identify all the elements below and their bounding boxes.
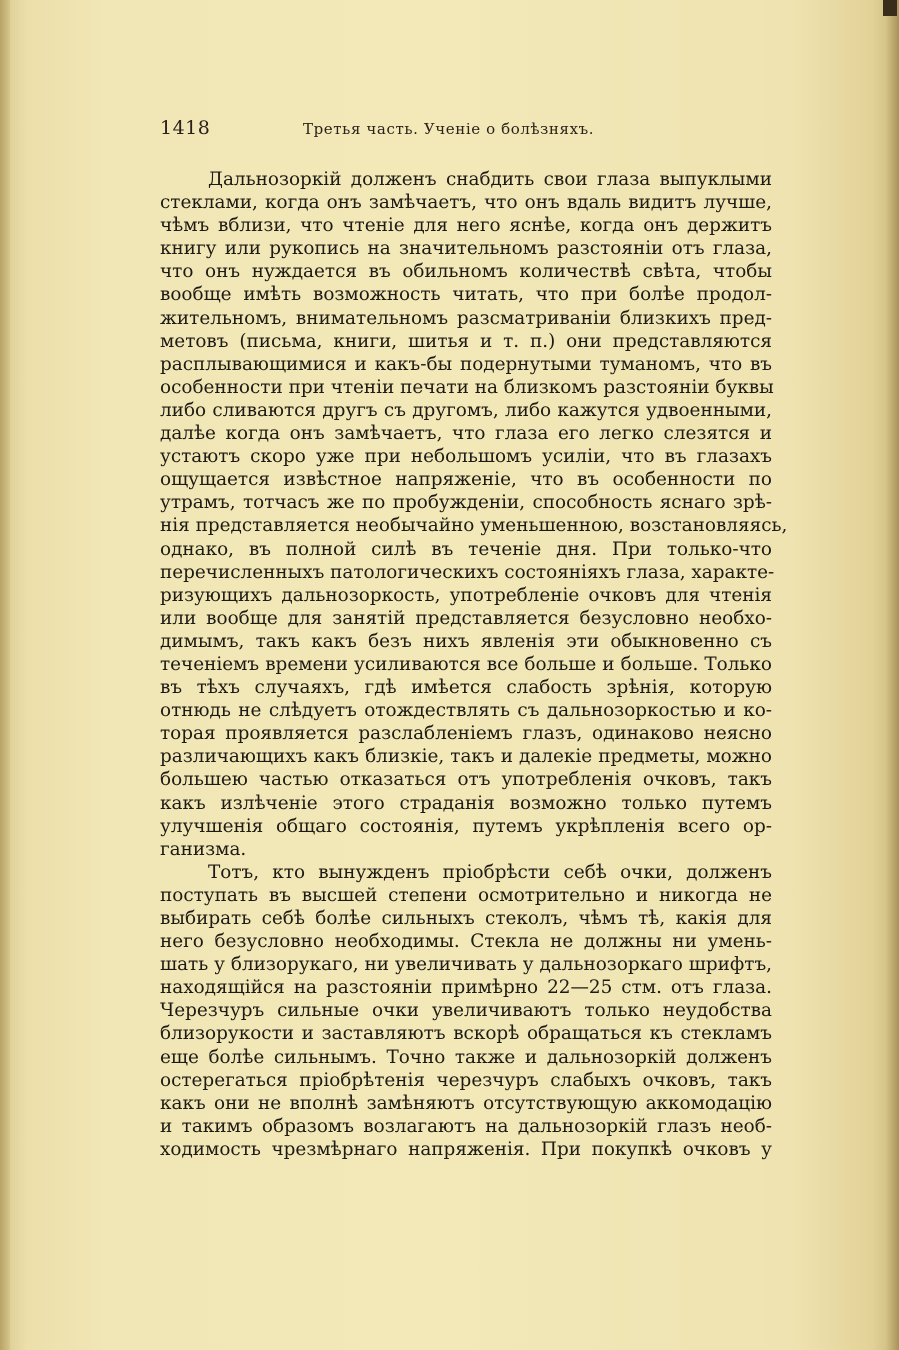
running-title: Третья часть. Ученіе о болѣзняхъ. <box>303 120 595 138</box>
text-line: ходимость чрезмѣрнаго напряженія. При покупкѣ очковъ у <box>160 1138 772 1160</box>
text-line: утрамъ, тотчасъ же по пробужденіи, способность яснаго зрѣ- <box>160 492 772 514</box>
page-left-edge <box>0 0 10 1350</box>
text-line: стеклами, когда онъ замѣчаетъ, что онъ вдаль видитъ лучше, <box>160 192 772 214</box>
text-line: и такимъ образомъ возлагаютъ на дальнозоркій глазъ необ- <box>160 1115 772 1137</box>
text-line: ощущается извѣстное напряженіе, что въ особенности по <box>160 469 772 491</box>
text-line: чѣмъ вблизи, что чтеніе для него яснѣе, когда онъ держитъ <box>160 215 772 237</box>
text-line: нія представляется необычайно уменьшенною, возстановляясь, <box>160 515 788 537</box>
page-header <box>160 117 772 145</box>
text-line: въ тѣхъ случаяхъ, гдѣ имѣется слабость зрѣнія, которую <box>160 677 772 699</box>
text-line: устаютъ скоро уже при небольшомъ усиліи, что въ глазахъ <box>160 446 772 468</box>
paragraph <box>160 168 788 861</box>
text-line: выбирать себѣ болѣе сильныхъ стеколъ, чѣмъ тѣ, какія для <box>160 908 772 929</box>
text-line: ризующихъ дальнозоркость, употребленіе очковъ для чтенія <box>160 584 772 606</box>
text-line: особенности при чтеніи печати на близкомъ разстояніи буквы <box>160 376 774 398</box>
text-line: отнюдь не слѣдуетъ отождествлять съ дальнозоркостью и ко- <box>160 700 772 722</box>
text-line: расплывающимися и какъ-бы подернутыми туманомъ, что въ <box>160 353 772 375</box>
text-line: ганизма. <box>160 838 247 860</box>
body-text <box>160 168 788 1161</box>
text-line: шать у близорукаго, ни увеличивать у дальнозоркаго шрифтъ, <box>160 954 772 976</box>
text-line: теченіемъ времени усиливаются все больше и больше. Только <box>160 653 772 675</box>
text-line: димымъ, такъ какъ безъ нихъ явленія эти обыкновенно съ <box>160 630 772 652</box>
text-line: находящійся на разстояніи примѣрно 22—25 стм. отъ глаза. <box>160 977 772 999</box>
text-line: большею частью отказаться отъ употребленія очковъ, такъ <box>160 769 772 791</box>
text-line: Тотъ, кто вынужденъ пріобрѣсти себѣ очки, долженъ <box>208 861 772 883</box>
text-line: однако, въ полной силѣ въ теченіе дня. При только-что <box>160 538 772 560</box>
text-line: книгу или рукопись на значительномъ разстояніи отъ глаза, <box>160 238 772 260</box>
corner-mark <box>883 0 897 16</box>
page-right-edge <box>885 0 899 1350</box>
page-number: 1418 <box>160 117 211 139</box>
paragraph <box>160 861 772 1161</box>
text-line: Дальнозоркій долженъ снабдить свои глаза выпуклыми <box>208 169 772 190</box>
text-line: различающихъ какъ близкіе, такъ и далекіе предметы, можно <box>160 746 772 768</box>
text-line: еще болѣе сильнымъ. Точно также и дальнозоркій долженъ <box>160 1046 772 1068</box>
text-line: метовъ (письма, книги, шитья и т. п.) они представляются <box>160 330 772 352</box>
text-line: близорукости и заставляютъ вскорѣ обращаться къ стекламъ <box>160 1023 772 1045</box>
text-line: либо сливаются другъ съ другомъ, либо кажутся удвоенными, <box>160 399 772 421</box>
text-line: поступать въ высшей степени осмотрительно и никогда не <box>160 884 772 906</box>
text-line: Черезчуръ сильные очки увеличиваютъ только неудобства <box>160 1000 772 1022</box>
text-line: улучшенія общаго состоянія, путемъ укрѣпленія всего ор- <box>160 815 772 837</box>
text-line: торая проявляется разслабленіемъ глазъ, одинаково неясно <box>160 723 772 745</box>
text-line: какъ они не вполнѣ замѣняютъ отсутствующую аккомодацію <box>160 1092 772 1114</box>
text-line: остерегаться пріобрѣтенія черезчуръ слабыхъ очковъ, такъ <box>160 1069 772 1091</box>
text-line: что онъ нуждается въ обильномъ количествѣ свѣта, чтобы <box>160 261 772 283</box>
text-line: него безусловно необходимы. Стекла не должны ни умень- <box>160 931 772 953</box>
text-line: какъ излѣченіе этого страданія возможно только путемъ <box>160 792 772 814</box>
text-line: жительномъ, внимательномъ разсматриваніи близкихъ пред- <box>160 307 772 329</box>
text-line: вообще имѣть возможность читать, что при болѣе продол- <box>160 284 772 306</box>
text-line: или вообще для занятій представляется безусловно необхо- <box>160 607 772 629</box>
text-line: далѣе когда онъ замѣчаетъ, что глаза его легко слезятся и <box>160 423 772 445</box>
text-line: перечисленныхъ патологическихъ состояніяхъ глаза, характе- <box>160 561 775 583</box>
